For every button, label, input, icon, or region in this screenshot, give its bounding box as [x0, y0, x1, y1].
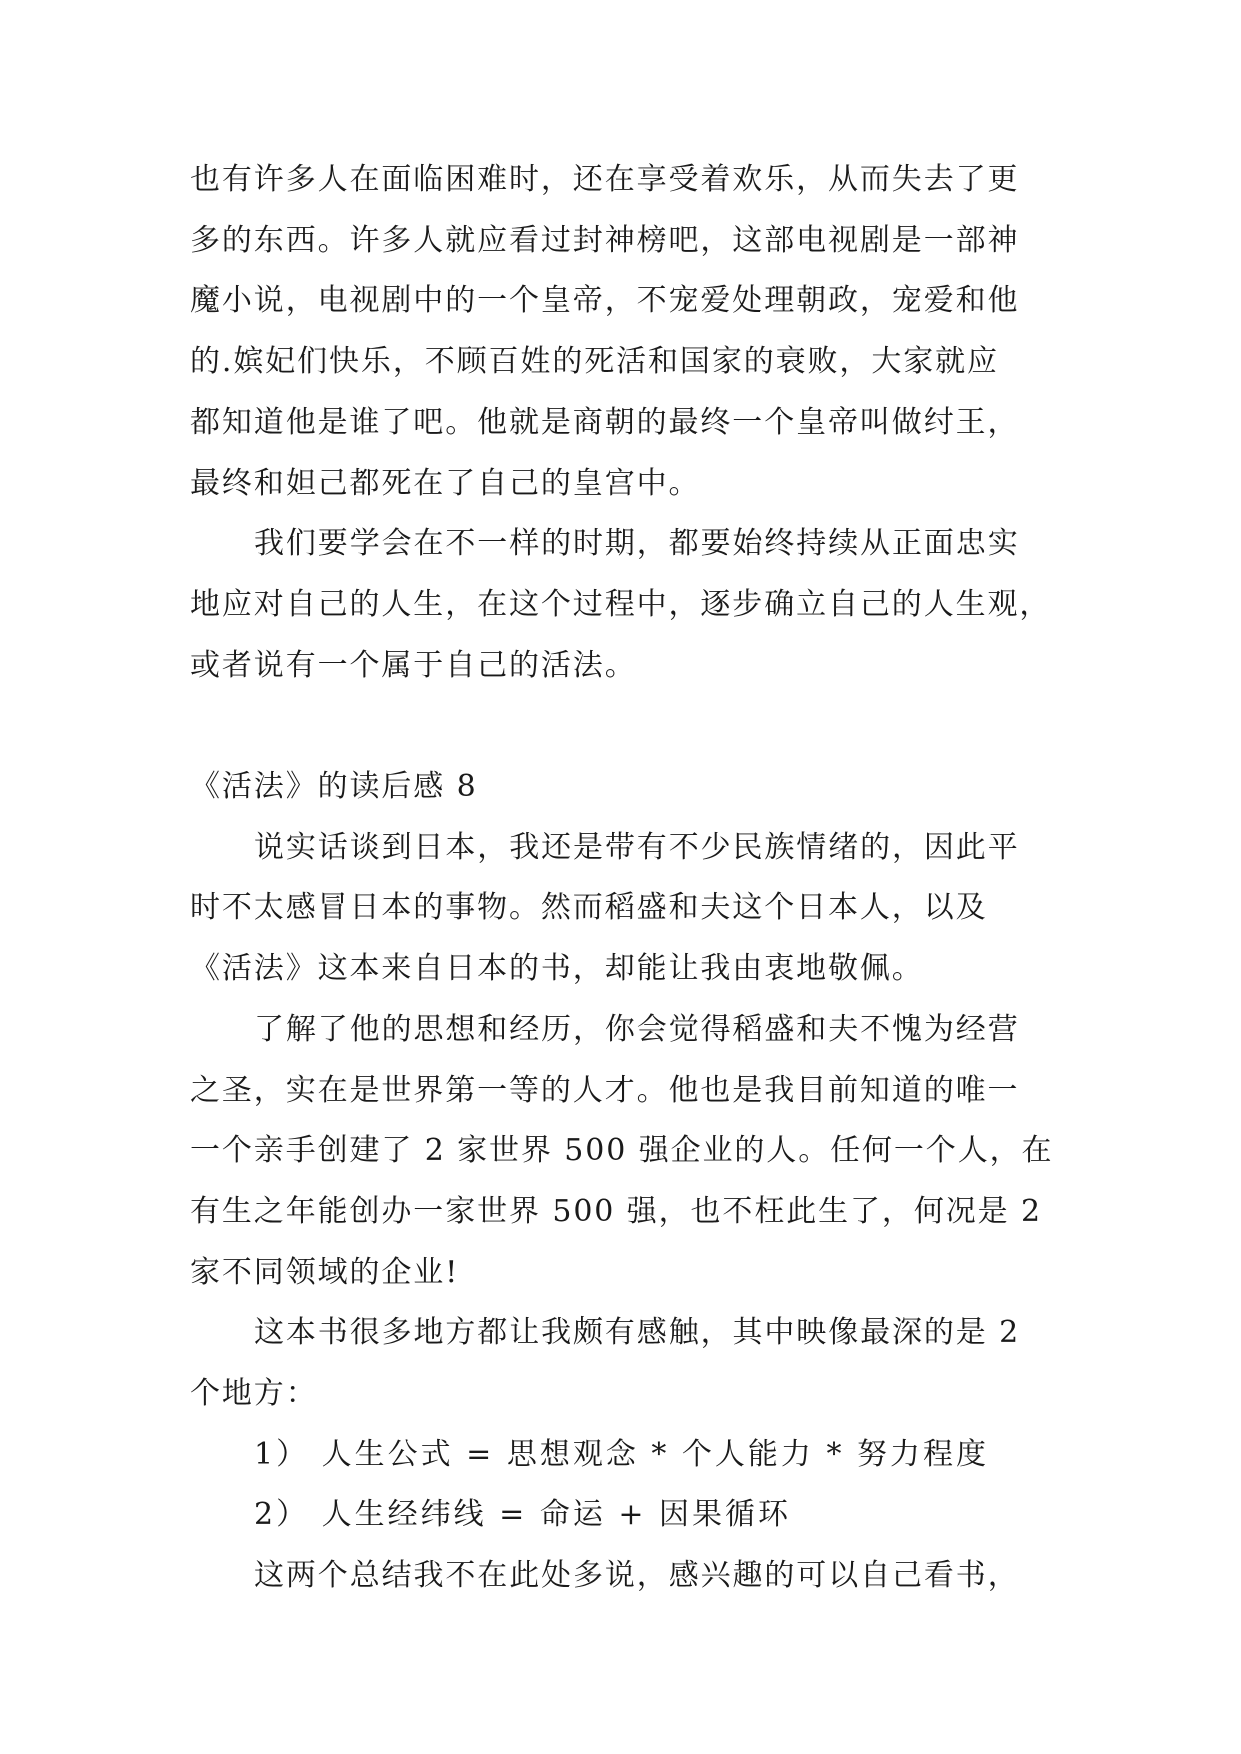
text-line: 地应对自己的人生，在这个过程中，逐步确立自己的人生观， — [190, 586, 1052, 622]
text-line: 有生之年能创办一家世界 500 强，也不枉此生了，何况是 2 — [190, 1193, 1042, 1229]
text-line: 个地方： — [190, 1376, 318, 1412]
document-body — [190, 150, 1065, 1607]
text-line: 了解了他的思想和经历，你会觉得稻盛和夫不愧为经营 — [254, 1011, 1020, 1047]
section-heading: 《活法》的读后感 8 — [190, 769, 478, 805]
text-line: 家不同领域的企业! — [190, 1254, 460, 1290]
life-coordinates-formula: 2） 人生经纬线 = 命运 + 因果循环 — [254, 1497, 792, 1533]
text-line: 一个亲手创建了 2 家世界 500 强企业的人。任何一个人，在 — [190, 1133, 1054, 1169]
text-line: 最终和妲己都死在了自己的皇宫中。 — [190, 465, 701, 501]
paragraph-summary — [190, 1546, 1065, 1607]
text-line: 我们要学会在不一样的时期，都要始终持续从正面忠实 — [254, 526, 1020, 562]
text-line: 之圣，实在是世界第一等的人才。他也是我目前知道的唯一 — [190, 1072, 1020, 1108]
paragraph-impressions — [190, 1303, 1065, 1424]
life-formula: 1） 人生公式 = 思想观念 * 个人能力 * 努力程度 — [254, 1436, 989, 1472]
text-line: 的.嫔妃们快乐，不顾百姓的死活和国家的衰败，大家就应 — [190, 344, 999, 380]
text-line: 多的东西。许多人就应看过封神榜吧，这部电视剧是一部神 — [190, 222, 1020, 258]
text-line: 都知道他是谁了吧。他就是商朝的最终一个皇帝叫做纣王， — [190, 404, 1020, 440]
paragraph-inamori — [190, 1000, 1065, 1304]
paragraph-continuation — [190, 150, 1065, 514]
text-line: 也有许多人在面临困难时，还在享受着欢乐，从而失去了更 — [190, 162, 1020, 197]
text-line: 或者说有一个属于自己的活法。 — [190, 647, 637, 683]
paragraph-life-attitude — [190, 514, 1065, 696]
text-line: 《活法》这本来自日本的书，却能让我由衷地敬佩。 — [190, 951, 924, 987]
text-line: 时不太感冒日本的事物。然而稻盛和夫这个日本人，以及 — [190, 890, 988, 926]
section-spacer — [190, 696, 1065, 757]
text-line: 说实话谈到日本，我还是带有不少民族情绪的，因此平 — [254, 829, 1020, 865]
text-line: 这两个总结我不在此处多说，感兴趣的可以自己看书， — [254, 1558, 1020, 1594]
text-line: 这本书很多地方都让我颇有感触，其中映像最深的是 2 — [254, 1315, 1021, 1351]
paragraph-japan — [190, 818, 1065, 1000]
text-line: 魔小说，电视剧中的一个皇帝，不宠爱处理朝政，宠爱和他 — [190, 283, 1020, 319]
